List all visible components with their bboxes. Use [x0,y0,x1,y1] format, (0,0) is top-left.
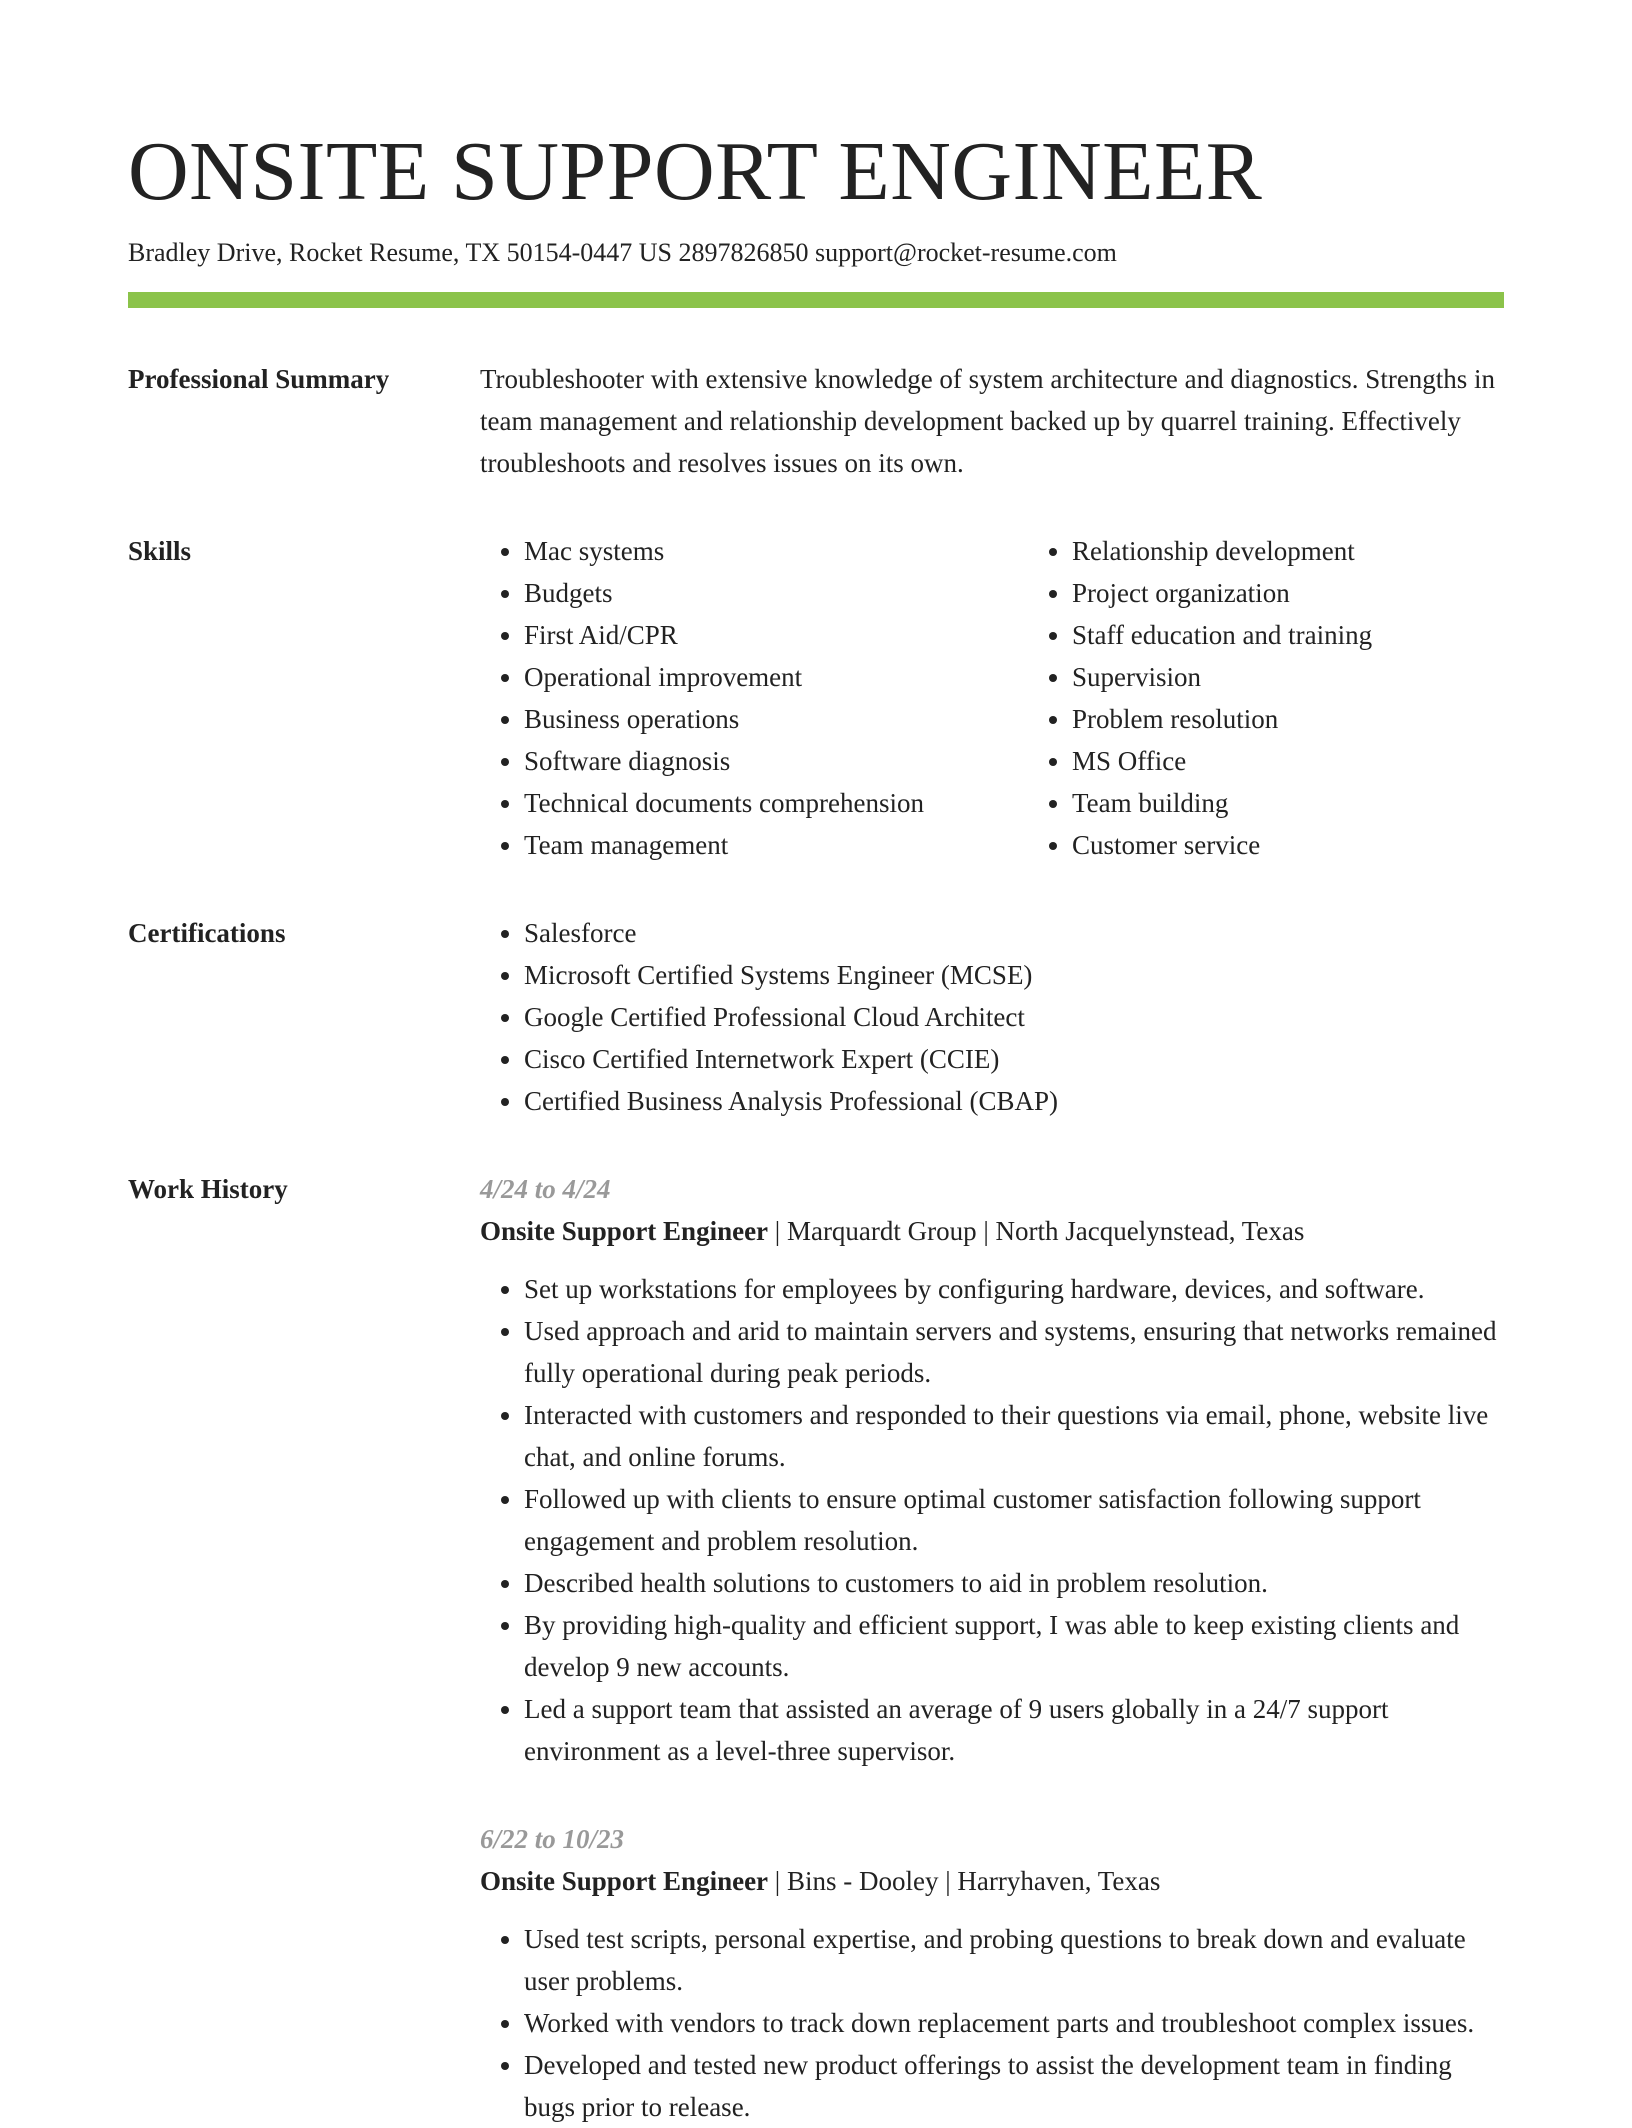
job-heading [480,1860,1504,1902]
skill-item: • Operational improvement [524,656,1028,698]
summary-text: Troubleshooter with extensive knowledge of system architecture and diagnostics. Strengths in team management and relationship development backed up by quarrel training. Effectively troubleshoots and resolves issues on its own. [480,364,1496,478]
skill-item: • Customer service [1072,824,1576,866]
job-title: Onsite Support Engineer [480,1216,769,1246]
skill-item: • Budgets [524,572,1028,614]
contact-line: Bradley Drive, Rocket Resume, TX 50154-0447 US 2897826850 support@rocket-resume.com [128,238,1117,267]
skills-list-right [1028,530,1576,866]
job-entry [480,1168,1504,1772]
skill-item: • Software diagnosis [524,740,1028,782]
skill-item: • MS Office [1072,740,1576,782]
skill-item: • Technical documents comprehension [524,782,1028,824]
job-heading [480,1210,1504,1252]
skill-item: • Project organization [1072,572,1576,614]
certification-item: • Microsoft Certified Systems Engineer (MCSE) [524,954,1504,996]
skills-heading: Skills [128,536,192,566]
resume-title: ONSITE SUPPORT ENGINEER [128,125,1263,218]
job-dates: 4/24 to 4/24 [480,1174,611,1204]
job-bullet: • Set up workstations for employees by configuring hardware, devices, and software. [524,1268,1504,1310]
skill-item: • Business operations [524,698,1028,740]
summary-section [128,358,1504,484]
accent-divider [128,292,1504,308]
certification-item: • Google Certified Professional Cloud Architect [524,996,1504,1038]
job-entry [480,1818,1504,2128]
skill-item: • Mac systems [524,530,1028,572]
job-bullet: • Developed and tested new product offerings to assist the development team in finding bugs prior to release. [524,2044,1504,2128]
job-bullet: • By providing high-quality and efficient support, I was able to keep existing clients and develop 9 new accounts. [524,1604,1504,1688]
work-history-heading: Work History [128,1174,288,1204]
skill-item: • First Aid/CPR [524,614,1028,656]
certifications-heading: Certifications [128,918,286,948]
skill-item: • Problem resolution [1072,698,1576,740]
job-bullet: • Interacted with customers and responded to their questions via email, phone, website live chat, and online forums. [524,1394,1504,1478]
job-bullets [480,1918,1504,2128]
job-bullets [480,1268,1504,1772]
certifications-section [128,912,1504,1122]
resume-page [128,0,1504,2128]
job-bullet: • Used test scripts, personal expertise, and probing questions to break down and evaluate user problems. [524,1918,1504,2002]
job-bullet: • Used approach and arid to maintain servers and systems, ensuring that networks remained fully operational during peak periods. [524,1310,1504,1394]
job-dates: 6/22 to 10/23 [480,1824,625,1854]
job-title: Onsite Support Engineer [480,1866,769,1896]
skills-list-left [480,530,1028,866]
work-history-section [128,1168,1504,2128]
job-bullet: • Led a support team that assisted an average of 9 users globally in a 24/7 support environment as a level-three supervisor. [524,1688,1504,1772]
skills-section [128,530,1504,866]
job-bullet: • Worked with vendors to track down replacement parts and troubleshoot complex issues. [524,2002,1504,2044]
job-bullet: • Followed up with clients to ensure optimal customer satisfaction following support engagement and problem resolution. [524,1478,1504,1562]
job-bullet: • Described health solutions to customers to aid in problem resolution. [524,1562,1504,1604]
skill-item: • Relationship development [1072,530,1576,572]
job-details: | Bins - Dooley | Harryhaven, Texas [768,1866,1161,1896]
skill-item: • Supervision [1072,656,1576,698]
certification-item: • Certified Business Analysis Professional (CBAP) [524,1080,1504,1122]
skill-item: • Team building [1072,782,1576,824]
certification-item: • Cisco Certified Internetwork Expert (CCIE) [524,1038,1504,1080]
skill-item: • Staff education and training [1072,614,1576,656]
summary-heading: Professional Summary [128,364,390,394]
certification-item: • Salesforce [524,912,1504,954]
certifications-list [480,912,1504,1122]
job-details: | Marquardt Group | North Jacquelynstead, Texas [768,1216,1305,1246]
skill-item: • Team management [524,824,1028,866]
